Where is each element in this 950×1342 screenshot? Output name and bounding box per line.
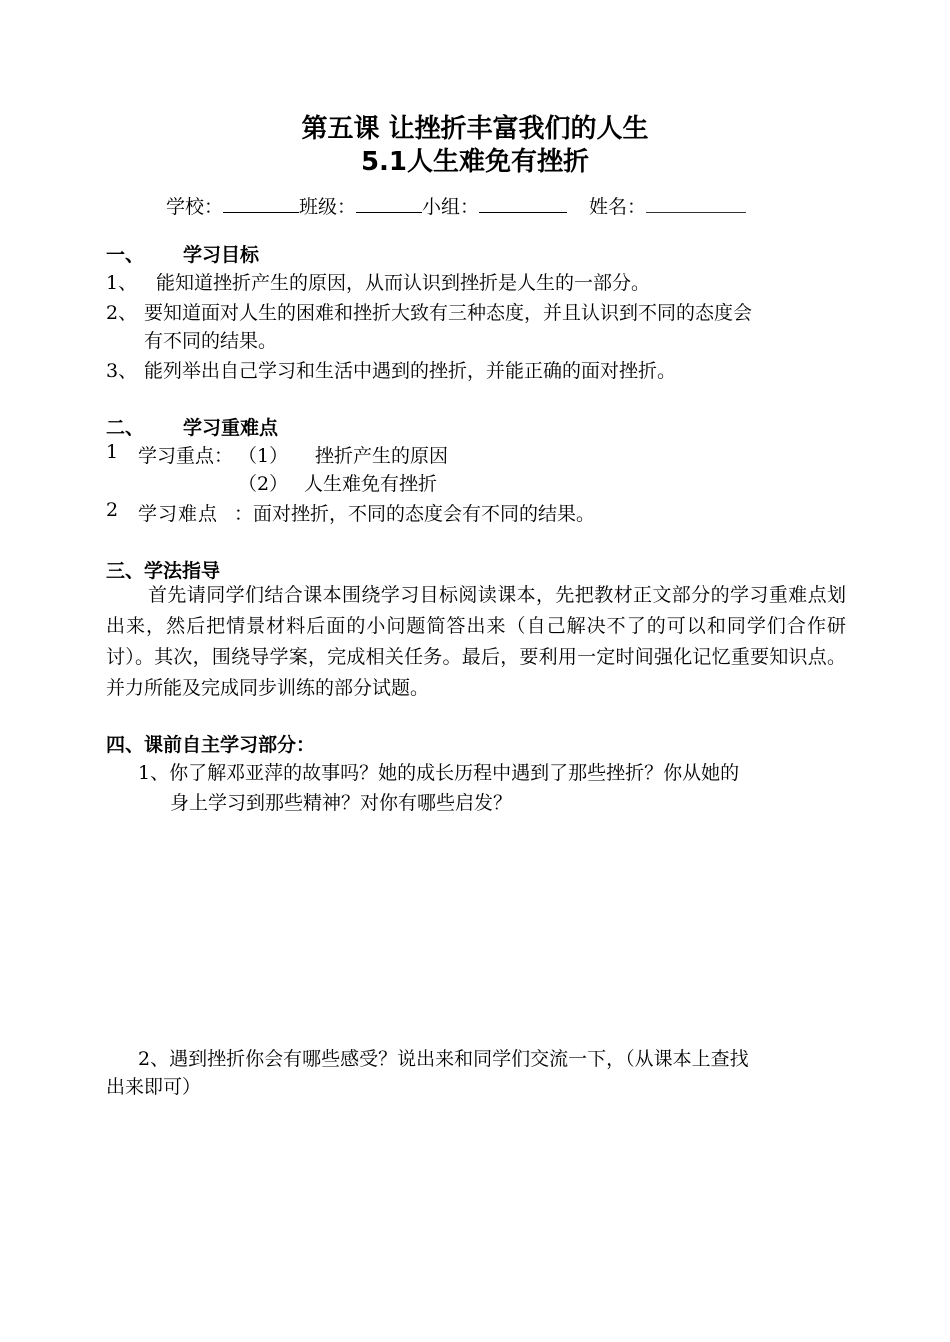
key-point-label: 学习重点： [138, 445, 234, 467]
school-label: 学校： [166, 196, 224, 218]
section2-number: 二、 [106, 417, 145, 439]
goal-1-number: 1、 [106, 272, 138, 294]
class-label: 班级： [299, 196, 357, 218]
key-point-b-number: （2） [238, 473, 289, 495]
key-point-b-text: 人生难免有挫折 [304, 473, 438, 495]
goal-2-text: 要知道面对人生的困难和挫折大致有三种态度，并且认识到不同的态度会 [144, 302, 753, 324]
section3-heading: 三、学法指导 [106, 560, 221, 582]
goal-2-number: 2、 [106, 302, 138, 324]
page-subtitle: 5.1人生难免有挫折 [360, 147, 590, 177]
difficult-point-label: 学习难点 [138, 503, 219, 525]
study-method-paragraph: 首先请同学们结合课本围绕学习目标阅读课本，先把教材正文部分的学习重难点划出来，然后把情景材料后面的小问题简答出来（自己解决不了的可以和同学们合作研讨）。其次，围绕导学案，完成相关任务。最后，要利用一定时间强化记忆重要知识点。并力所能及完成同步训练的部分试题。 [106, 584, 846, 699]
key-point-number: 1 [106, 441, 119, 463]
question-1-line1: 1、你了解邓亚萍的故事吗？她的成长历程中遇到了那些挫折？你从她的 [138, 762, 740, 784]
page-title: 第五课 让挫折丰富我们的人生 [301, 114, 649, 144]
goal-1-text: 能知道挫折产生的原因，从而认识到挫折是人生的一部分。 [156, 272, 651, 294]
section4-heading: 四、课前自主学习部分： [106, 734, 316, 756]
goal-2-continuation: 有不同的结果。 [144, 330, 278, 352]
question-2-line2: 出来即可） [106, 1076, 202, 1098]
group-label: 小组： [422, 196, 480, 218]
student-info-row [166, 192, 746, 219]
school-blank[interactable] [223, 192, 299, 213]
class-blank[interactable] [356, 192, 422, 213]
key-point-a-text: 挫折产生的原因 [315, 445, 449, 467]
difficult-point-number: 2 [106, 499, 119, 521]
group-blank[interactable] [479, 192, 567, 213]
name-label: 姓名： [589, 196, 647, 218]
section1-number: 一、 [106, 244, 145, 266]
name-blank[interactable] [646, 192, 746, 213]
goal-3-number: 3、 [106, 360, 138, 382]
question-1-line2: 身上学习到那些精神？对你有哪些启发？ [170, 792, 513, 814]
question-2-line1: 2、遇到挫折你会有哪些感受？说出来和同学们交流一下，（从课本上查找 [138, 1048, 749, 1070]
goal-3-text: 能列举出自己学习和生活中遇到的挫折，并能正确的面对挫折。 [144, 360, 677, 382]
difficult-point-text: ：面对挫折，不同的态度会有不同的结果。 [234, 503, 596, 525]
section1-heading: 学习目标 [183, 244, 260, 266]
key-point-a-number: （1） [238, 445, 289, 467]
section2-heading: 学习重难点 [183, 417, 279, 439]
